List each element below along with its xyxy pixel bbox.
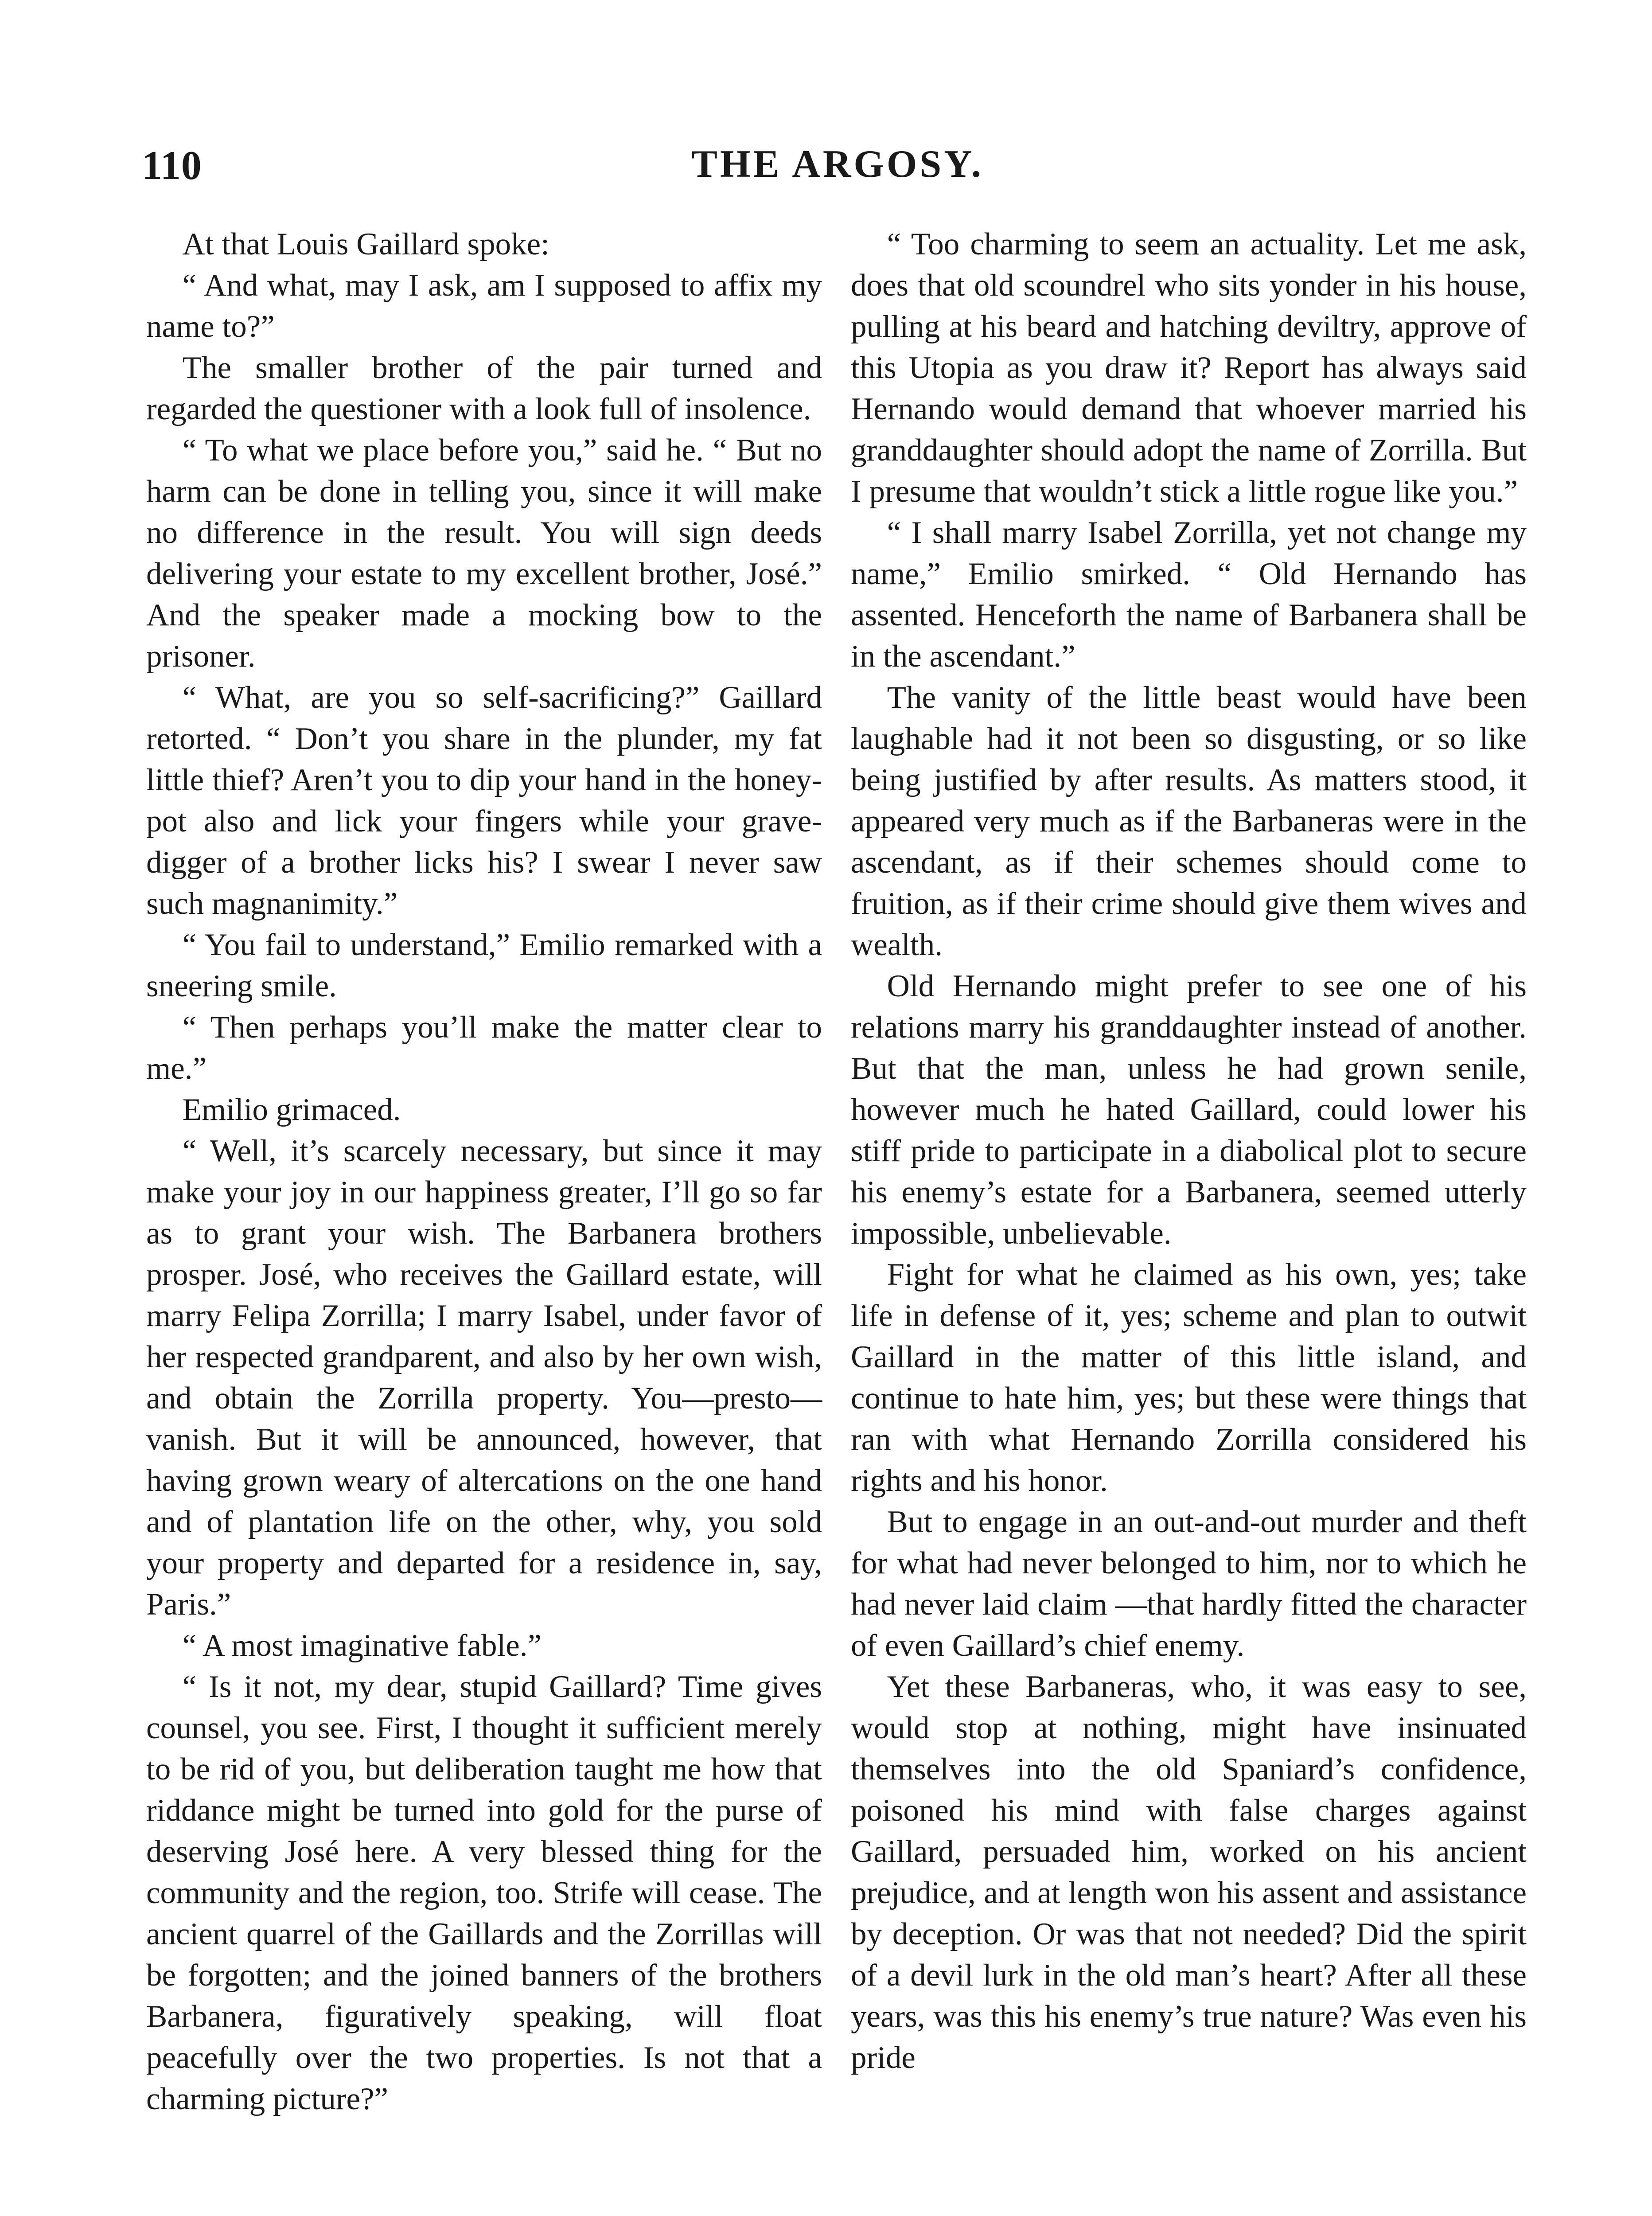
paragraph: “ A most imaginative fable.”: [182, 1628, 542, 1663]
paragraph: “ Too charming to seem an actuality. Let me ask, does that old scoundrel who sits yonder in his house, pulling at his beard and hatching deviltry, approve of this Utopia as you draw it? Report has always said Hernando would demand that whoever married his granddaughter should adopt the name of Zorrilla. But I presume that wouldn’t stick a little rogue like you.”: [851, 227, 1527, 509]
paragraph: “ Then perhaps you’ll make the matter clear to me.”: [146, 1010, 822, 1086]
paragraph: “ To what we place before you,” said he. “ But no harm can be done in telling you, since it will make no difference in the result. You will sign deeds delivering your estate to my excellent brother, José.” And the speaker made a mocking bow to the prisoner.: [146, 433, 822, 674]
paragraph: “ What, are you so self-sacrificing?” Gaillard retorted. “ Don’t you share in the plunder, my fat little thief? Aren’t you to dip your hand in the honey-pot also and lick your fingers while your grave-digger of a brother licks his? I swear I never saw such magnanimity.”: [146, 680, 822, 921]
page-header: [142, 142, 1533, 204]
paragraph: But to engage in an out-and-out murder and theft for what had never belonged to him, nor to which he had never laid claim —that hardly fitted the character of even Gaillard’s chief enemy.: [851, 1505, 1527, 1663]
paragraph: “ And what, may I ask, am I supposed to affix my name to?”: [146, 268, 822, 344]
text-column-left: [146, 224, 822, 2120]
running-head: THE ARGOSY.: [691, 143, 984, 186]
paragraph: Emilio grimaced.: [182, 1092, 401, 1127]
paragraph: The vanity of the little beast would have been laughable had it not been so disgusting, or so like being justified by after results. As matters stood, it appeared very much as if the Barbaneras were in the ascendant, as if their schemes should come to fruition, as if their crime should give them wives and wealth.: [851, 680, 1527, 962]
paragraph: “ You fail to understand,” Emilio remarked with a sneering smile.: [146, 928, 822, 1003]
paragraph: “ I shall marry Isabel Zorrilla, yet not change my name,” Emilio smirked. “ Old Hernando has assented. Henceforth the name of Barbanera shall be in the ascendant.”: [851, 515, 1527, 674]
page-number: 110: [142, 143, 202, 188]
paragraph: Old Hernando might prefer to see one of his relations marry his granddaughter instead of another. But that the man, unless he had grown senile, however much he hated Gaillard, could lower his stiff pride to participate in a diabolical plot to secure his enemy’s estate for a Barbanera, seemed utterly impossible, unbelievable.: [851, 969, 1527, 1251]
text-column-right: [851, 224, 1527, 2079]
paragraph: The smaller brother of the pair turned and regarded the questioner with a look full of insolence.: [146, 351, 822, 426]
paragraph: Fight for what he claimed as his own, yes; take life in defense of it, yes; scheme and plan to outwit Gaillard in the matter of this little island, and continue to hate him, yes; but these were things that ran with what Hernando Zorrilla considered his rights and his honor.: [851, 1257, 1527, 1498]
paragraph: “ Well, it’s scarcely necessary, but since it may make your joy in our happiness greater, I’ll go so far as to grant your wish. The Barbanera brothers prosper. José, who receives the Gaillard estate, will marry Felipa Zorrilla; I marry Isabel, under favor of her respected grandparent, and also by her own wish, and obtain the Zorrilla property. You—presto—vanish. But it will be announced, however, that having grown weary of altercations on the one hand and of plantation life on the other, why, you sold your property and departed for a residence in, say, Paris.”: [146, 1134, 822, 1622]
paragraph: “ Is it not, my dear, stupid Gaillard? Time gives counsel, you see. First, I thought it sufficient merely to be rid of you, but deliberation taught me how that riddance might be turned into gold for the purse of deserving José here. A very blessed thing for the community and the region, too. Strife will cease. The ancient quarrel of the Gaillards and the Zorrillas will be forgotten; and the joined banners of the brothers Barbanera, figuratively speaking, will float peacefully over the two properties. Is not that a charming picture?”: [146, 1670, 822, 2116]
paragraph: Yet these Barbaneras, who, it was easy to see, would stop at nothing, might have insinuated themselves into the old Spaniard’s confidence, poisoned his mind with false charges against Gaillard, persuaded him, worked on his ancient prejudice, and at length won his assent and assistance by deception. Or was that not needed? Did the spirit of a devil lurk in the old man’s heart? After all these years, was this his enemy’s true nature? Was even his pride: [851, 1670, 1527, 2075]
paragraph: At that Louis Gaillard spoke:: [182, 227, 549, 261]
